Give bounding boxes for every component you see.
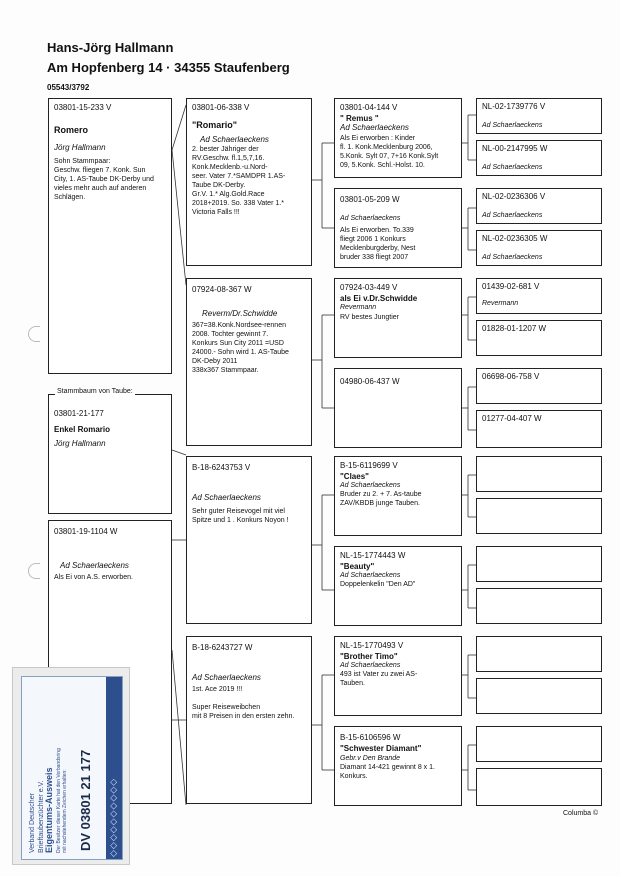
b1-ring: B-18-6243753 V (192, 463, 251, 472)
punch-hole (28, 326, 40, 342)
pigeon2-ring: 03801-21-177 (54, 409, 104, 418)
c2-box (334, 546, 462, 626)
pigeon-ring: 03801-15-233 V (54, 103, 112, 112)
owner-code: 05543/3792 (47, 83, 90, 92)
fm-breeder: Ad Schaerlaeckens (340, 215, 401, 222)
b1-breeder: Ad Schaerlaeckens (192, 493, 261, 502)
desc-line: 09, 5.Konk. Schl.-Holst. 10. (340, 162, 425, 169)
c1-name: "Claes" (340, 472, 369, 481)
mf-name: als Ei v.Dr.Schwidde (340, 294, 418, 303)
gg-ring: NL-02-1739776 V (482, 102, 546, 111)
great-grandparent-empty-box (476, 498, 602, 534)
grandfather-maternal-box (334, 278, 462, 358)
ownership-card-face (21, 676, 123, 860)
mf-desc (340, 313, 399, 322)
desc-line: 338x367 Stammpaar. (192, 367, 259, 374)
c3-ring: NL-15-1770493 V (340, 641, 404, 650)
father-breeder: Ad Schaerlaeckens (200, 135, 269, 144)
mother2-ring: 03801-19-1104 W (54, 527, 118, 536)
great-grandparent-box (476, 98, 602, 134)
b2-box (186, 636, 312, 804)
desc-line: Konkurs. (340, 773, 368, 780)
desc-line: Sehr guter Reisevogel mit viel (192, 508, 285, 515)
ff-ring: 03801-04-144 V (340, 103, 398, 112)
c3-box (334, 636, 462, 716)
ff-desc (340, 134, 438, 170)
connector-line (172, 450, 186, 455)
father-desc (192, 145, 285, 217)
desc-line: 1st. Ace 2019 !!! (192, 686, 243, 693)
desc-line: 2. bester Jähriger der (192, 146, 259, 153)
c2-breeder: Ad Schaerlaeckens (340, 572, 401, 579)
c4-desc (340, 763, 435, 781)
c3-name: "Brother Timo" (340, 652, 398, 661)
card-org-line: Verband Deutscher (29, 793, 36, 853)
gg-ring: 01277-04-407 W (482, 414, 542, 423)
great-grandparent-empty-box (476, 546, 602, 582)
b2-breeder: Ad Schaerlaeckens (192, 673, 261, 682)
ff-name: " Remus " (340, 114, 379, 123)
c2-ring: NL-15-1774443 W (340, 551, 406, 560)
pedigree-of-label: Stammbaum von Taube: (57, 388, 133, 395)
desc-line: 367=38.Konk.Nordsee-rennen (192, 322, 286, 329)
desc-line: Bruder zu 2. + 7. As-taube (340, 491, 422, 498)
connector-line (172, 650, 186, 805)
c1-ring: B-15-6119699 V (340, 461, 398, 470)
desc-line: Victoria Falls !!! (192, 209, 240, 216)
desc-line: Konk.Mecklenb.-u.Nord- (192, 164, 268, 171)
great-grandparent-empty-box (476, 456, 602, 492)
desc-line: fliegt 2006 1 Konkurs (340, 236, 406, 243)
desc-line: Spitze und 1 . Konkurs Noyon ! (192, 517, 289, 524)
gg-breeder: Ad Schaerlaeckens (482, 254, 543, 261)
fm-ring: 03801-05-209 W (340, 195, 400, 204)
desc-line: RV bestes Jungtier (340, 314, 400, 321)
card-sub-line: mit nachstehendem Zeichen erhalten: (62, 769, 68, 853)
mother-ring: 07924-08-367 W (192, 285, 252, 294)
desc-line: 493 ist Vater zu zwei AS- (340, 671, 418, 678)
desc-line: fl. 1. Konk.Mecklenburg 2006, (340, 144, 433, 151)
c2-desc (340, 580, 415, 589)
c1-breeder: Ad Schaerlaeckens (340, 482, 401, 489)
desc-line: Mecklenburgderby, Nest (340, 245, 416, 252)
desc-line: Als Ei von A.S. erworben. (54, 574, 133, 581)
b1-desc (192, 507, 289, 525)
connector-line (172, 150, 186, 285)
desc-line: Doppelenkelin "Den AD" (340, 581, 416, 588)
desc-line: Als Ei erworben : Kinder (340, 135, 416, 142)
desc-line: Diamant 14-421 gewinnt 8 x 1. (340, 764, 435, 771)
grandmother-maternal-box (334, 368, 462, 448)
desc-line: 2018+2019. So. 338 Vater 1.* (192, 200, 284, 207)
desc-line: Schlägen. (54, 194, 86, 201)
desc-line: Sohn Stammpaar: (54, 158, 111, 165)
great-grandparent-box (476, 188, 602, 224)
mm-ring: 04980-06-437 W (340, 377, 400, 386)
pigeon2-breeder: Jörg Hallmann (54, 439, 106, 448)
gg-breeder: Ad Schaerlaeckens (482, 212, 543, 219)
fm-desc (340, 226, 415, 262)
pigeon-name: Romero (54, 125, 89, 135)
c4-breeder: Gebr.v Den Brande (340, 755, 401, 762)
c4-ring: B-15-6106596 W (340, 733, 401, 742)
c4-name: "Schwester Diamant" (340, 744, 422, 753)
gg-breeder: Revermann (482, 300, 519, 307)
great-grandparent-empty-box (476, 678, 602, 714)
card-ring-number: DV 03801 21 177 (78, 749, 93, 851)
desc-line (192, 694, 294, 703)
desc-line: DK-Deby 2011 (192, 358, 238, 365)
ownership-card (12, 667, 130, 865)
pigeon-breeder: Jörg Hallmann (54, 143, 106, 152)
card-title: Eigentums-Ausweis (44, 767, 54, 853)
desc-line: bruder 338 fliegt 2007 (340, 254, 409, 261)
great-grandparent-box (476, 278, 602, 314)
c3-desc (340, 670, 417, 688)
desc-line: Als Ei erworben. To.339 (340, 227, 414, 234)
desc-line: Taube DK-Derby. (192, 182, 246, 189)
desc-line: Geschw. fliegen 7. Konk. Sun (54, 167, 146, 174)
card-sub-line: Der Besitzer dieser Karte hat den Verbandsring (56, 748, 62, 853)
b2-ring: B-18-6243727 W (192, 643, 253, 652)
c3-breeder: Ad Schaerlaeckens (340, 662, 401, 669)
desc-line: ZAV/KBDB junge Tauben. (340, 500, 420, 507)
grandmother-paternal-box (334, 188, 462, 268)
great-grandparent-box (476, 320, 602, 356)
gg-breeder: Ad Schaerlaeckens (482, 122, 543, 129)
father-box (186, 98, 312, 266)
ff-breeder: Ad Schaerlaeckens (340, 123, 409, 132)
c4-box (334, 726, 462, 806)
c1-desc (340, 490, 422, 508)
pigeon-box (48, 98, 172, 374)
father-ring: 03801-06-338 V (192, 103, 250, 112)
pigeon2-box (48, 394, 172, 514)
desc-line: seer. Vater 7.*SAMDPR 1.AS- (192, 173, 286, 180)
mother2-desc (54, 573, 133, 582)
desc-line: City, 1. AS-Taube DK-Derby und (54, 176, 154, 183)
desc-line: Konkurs Sun City 2011 =USD (192, 340, 284, 347)
connector-line (172, 105, 186, 150)
c1-box (334, 456, 462, 536)
footer-brand: Columba © (563, 810, 599, 817)
owner-address: Am Hopfenberg 14 · 34355 Staufenberg (47, 60, 290, 75)
card-org-line: Brieftaubenzüchter e.V. (38, 780, 45, 853)
card-subtitle (56, 748, 68, 853)
b2-desc (192, 685, 294, 721)
gg-ring: 01828-01-1207 W (482, 324, 547, 333)
c2-name: "Beauty" (340, 562, 375, 571)
desc-line: Gr.V. 1.* Alg.Gold.Race (192, 191, 265, 198)
great-grandparent-box (476, 140, 602, 176)
desc-line: 5.Konk. Sylt 07, 7+16 Konk.Sylt (340, 153, 439, 160)
desc-line: Tauben. (340, 680, 365, 687)
desc-line: mit 8 Preisen in den ersten zehn. (192, 713, 295, 720)
desc-line: 2008. Tochter gewinnt 7. (192, 331, 269, 338)
mf-breeder: Revermann (340, 304, 377, 311)
gg-ring: 06698-06-758 V (482, 372, 540, 381)
mother-desc (192, 321, 289, 375)
owner-name: Hans-Jörg Hallmann (47, 40, 174, 55)
punch-hole (28, 563, 40, 579)
mother2-breeder: Ad Schaerlaeckens (60, 561, 129, 570)
great-grandparent-box (476, 410, 602, 448)
gg-ring: NL-00-2147995 W (482, 144, 548, 153)
gg-breeder: Ad Schaerlaeckens (482, 164, 543, 171)
mf-ring: 07924-03-449 V (340, 283, 398, 292)
desc-line: vieles mehr auch auf anderen (54, 185, 147, 192)
great-grandparent-box (476, 368, 602, 404)
desc-line: Super Reiseweibchen (192, 704, 261, 711)
gg-ring: 01439-02-681 V (482, 282, 540, 291)
desc-line: RV.Geschw. fl.1,5,7,16. (192, 155, 265, 162)
father-name: "Romario" (192, 120, 238, 130)
great-grandparent-empty-box (476, 588, 602, 624)
card-band-pattern: ◇◇◇◇◇◇◇◇◇◇ (108, 777, 118, 857)
gg-ring: NL-02-0236306 V (482, 192, 546, 201)
mother-box (186, 278, 312, 446)
b1-box (186, 456, 312, 624)
grandfather-paternal-box (334, 98, 462, 178)
great-grandparent-empty-box (476, 768, 602, 806)
great-grandparent-empty-box (476, 726, 602, 762)
great-grandparent-empty-box (476, 636, 602, 672)
great-grandparent-box (476, 230, 602, 266)
mother-breeder: Reverm/Dr.Schwidde (202, 309, 278, 318)
gg-ring: NL-02-0236305 W (482, 234, 548, 243)
desc-line: 24000.- Sohn wird 1. AS-Taube (192, 349, 289, 356)
pigeon2-name: Enkel Romario (54, 425, 111, 434)
pigeon-desc (54, 157, 154, 202)
